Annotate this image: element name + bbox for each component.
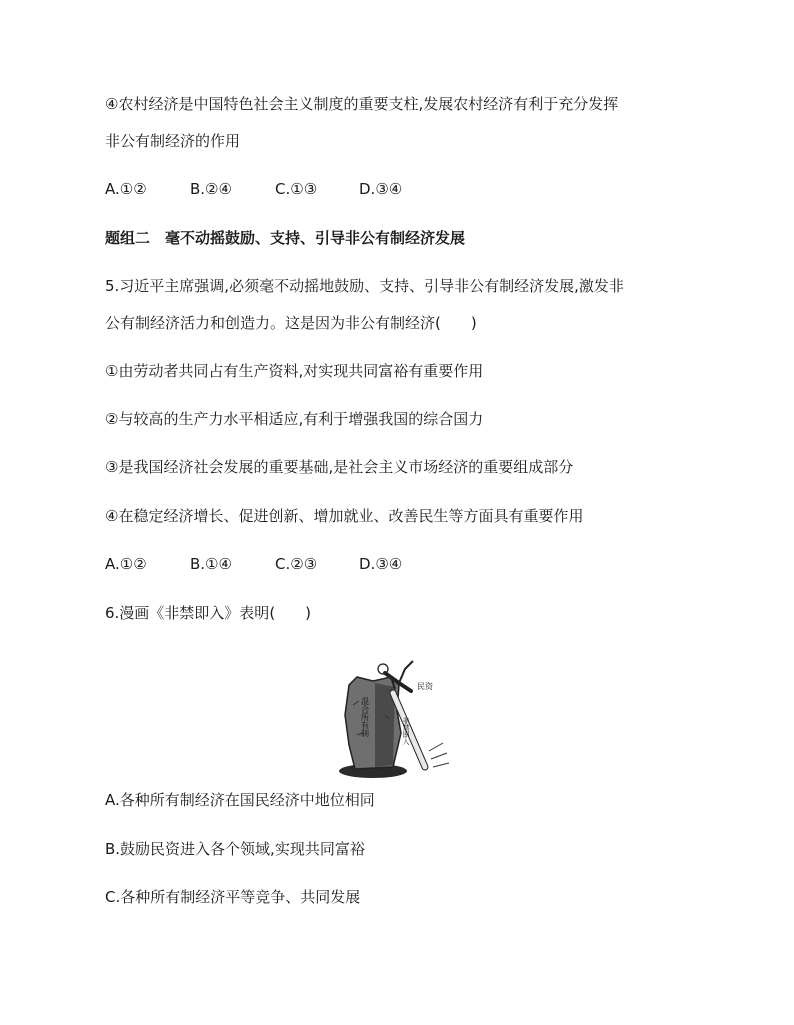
q5-item-1: ①由劳动者共同占有生产资料,对实现共同富裕有重要作用: [105, 362, 484, 380]
q5-stem-line1: 5.习近平主席强调,必须毫不动摇地鼓励、支持、引导非公有制经济发展,激发非: [105, 277, 624, 295]
q4-option-a: A.①②: [105, 180, 147, 198]
q5-item-3: ③是我国经济社会发展的重要基础,是社会主义市场经济的重要组成部分: [105, 458, 574, 476]
q4-options: [105, 179, 402, 199]
pole-label: 非禁即入: [402, 717, 410, 745]
q6-option-b: B.鼓励民资进入各个领域,实现共同富裕: [105, 840, 365, 858]
q6-stem: 6.漫画《非禁即入》表明( ): [105, 604, 312, 622]
q4-option-b: B.②④: [190, 180, 232, 198]
q5-stem-line2: 公有制经济活力和创造力。这是因为非公有制经济( ): [105, 314, 477, 332]
q5-options: [105, 554, 402, 574]
group-heading: 题组二 毫不动摇鼓励、支持、引导非公有制经济发展: [105, 229, 466, 247]
cartoon-illustration: [335, 655, 450, 780]
q4-item-4-continued: 非公有制经济的作用: [105, 132, 241, 150]
q5-item-2: ②与较高的生产力水平相适应,有利于增强我国的综合国力: [105, 410, 484, 428]
q5-option-d: D.③④: [359, 555, 403, 573]
q5-option-c: C.②③: [275, 555, 318, 573]
q6-option-a: A.各种所有制经济在国民经济中地位相同: [105, 791, 375, 809]
q5-option-b: B.①④: [190, 555, 232, 573]
q4-option-c: C.①③: [275, 180, 318, 198]
q4-item-4: ④农村经济是中国特色社会主义制度的重要支柱,发展农村经济有利于充分发挥: [105, 95, 619, 113]
q4-option-d: D.③④: [359, 180, 403, 198]
q5-item-4: ④在稳定经济增长、促进创新、增加就业、改善民生等方面具有重要作用: [105, 507, 584, 525]
rock-label: 混合所有制: [360, 697, 370, 737]
motion-lines: [429, 743, 449, 767]
q6-option-c: C.各种所有制经济平等竞争、共同发展: [105, 888, 361, 906]
jumper-label: 民资: [417, 682, 433, 691]
jumper-leg: [399, 661, 413, 683]
q5-option-a: A.①②: [105, 555, 147, 573]
